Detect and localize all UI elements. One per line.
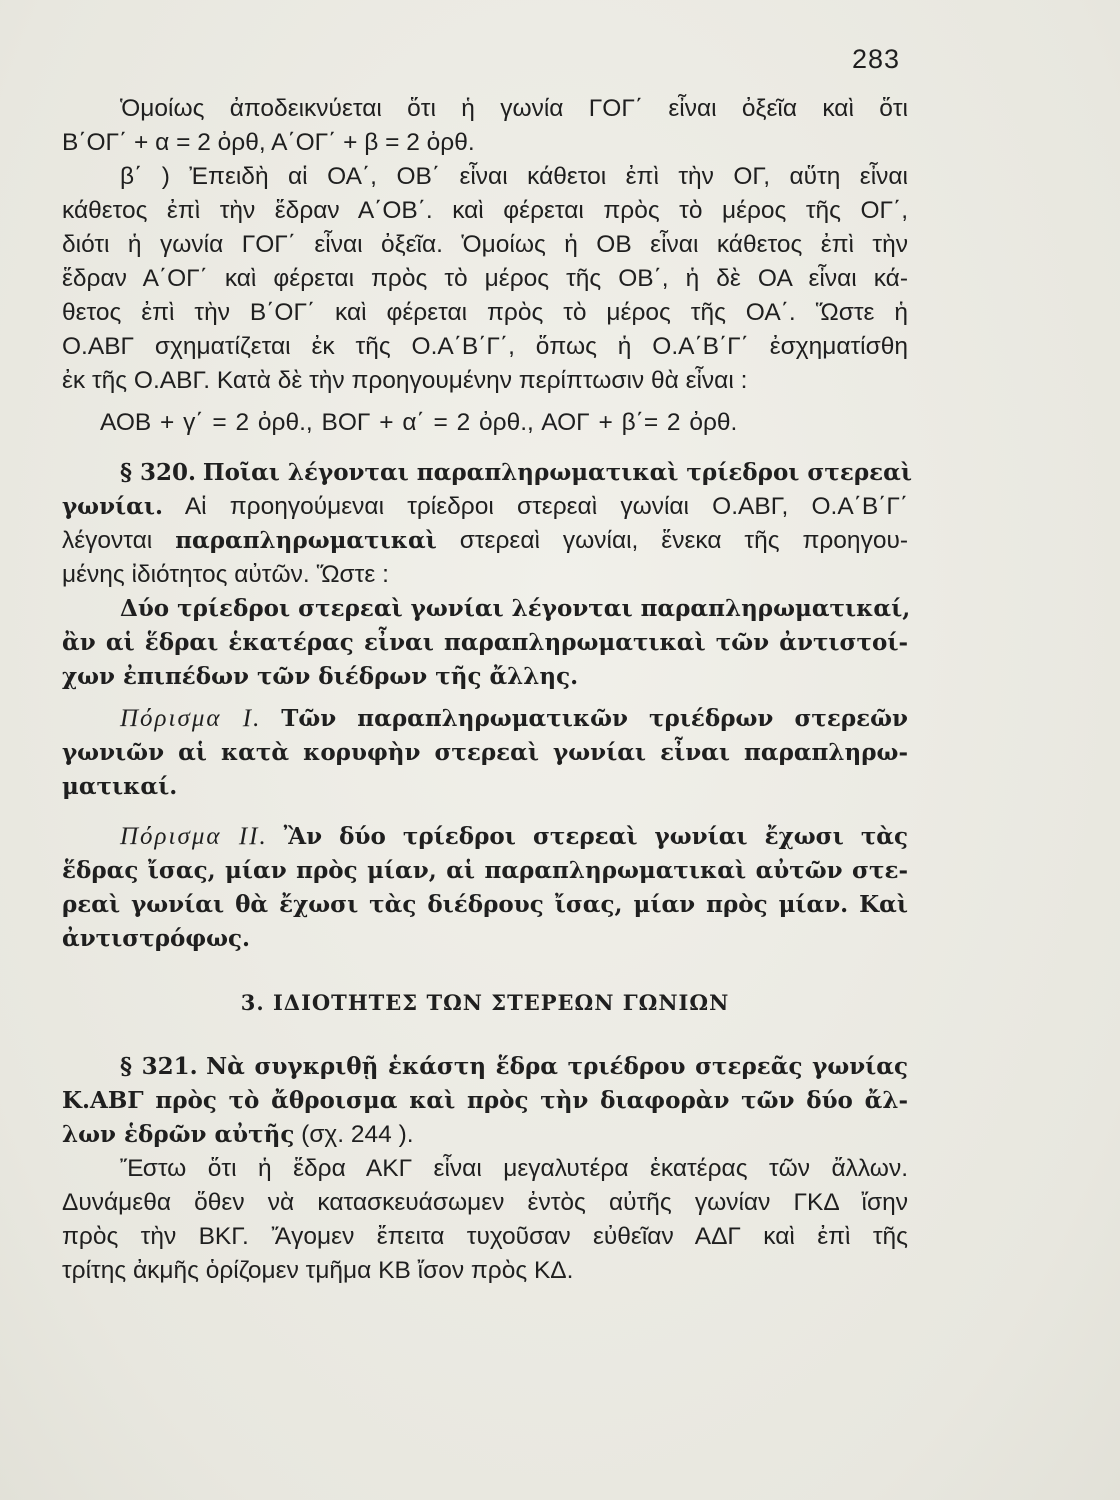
text-line: Δυνάμεθα ὅθεν νὰ κατασκευάσωμεν ἐντὸς αὐτῆς γωνίαν ΓΚΔ ἴσην: [62, 1189, 908, 1216]
corollary-line: ματικαί.: [62, 773, 178, 800]
text-span: λέγονται: [62, 527, 153, 554]
section-title-line: [62, 1118, 908, 1152]
text-span: Αἱ προηγούμεναι τρίεδροι στερεαὶ γωνίαι Ο.ΑΒΓ, Ο.Α΄Β΄Γ΄: [184, 493, 908, 520]
section-title-line: Κ.ΑΒΓ πρὸς τὸ ἄθροισμα καὶ πρὸς τὴν διαφορὰν τῶν δύο ἄλ-: [62, 1087, 908, 1114]
corollary-text: Τῶν παραπληρωματικῶν τριέδρων στερεῶν: [281, 705, 909, 732]
text-line: ἕδραν Α΄ΟΓ΄ καὶ φέρεται πρὸς τὸ μέρος τῆς ΟΒ΄, ἡ δὲ ΟΑ εἶναι κά-: [62, 265, 908, 292]
section-number: § 321.: [120, 1053, 198, 1080]
text-line: ἐκ τῆς Ο.ΑΒΓ. Κατὰ δὲ τὴν προηγουμένην περίπτωσιν θὰ εἶναι :: [62, 367, 748, 394]
corollary-text: Ἂν δύο τρίεδροι στερεαὶ γωνίαι ἔχωσι τὰς: [283, 823, 908, 850]
angle-formula: ΑΟΒ + γ΄ = 2 ὀρθ., ΒΟΓ + α΄ = 2 ὀρθ., ΑΟΓ + β΄= 2 ὀρθ.: [100, 409, 738, 436]
text-line: κάθετος ἐπὶ τὴν ἕδραν Α΄ΟΒ΄. καὶ φέρεται πρὸς τὸ μέρος τῆς ΟΓ΄,: [62, 197, 908, 224]
corollary-2: [62, 820, 908, 854]
text-line: Ο.ΑΒΓ σχηματίζεται ἐκ τῆς Ο.Α΄Β΄Γ΄, ὅπως ἡ Ο.Α΄Β΄Γ΄ ἐσχηματίσθη: [62, 333, 908, 360]
text-line: Ἔστω ὅτι ἡ ἕδρα ΑΚΓ εἶναι μεγαλυτέρα ἑκατέρας τῶν ἄλλων.: [120, 1155, 908, 1182]
page-number: 283: [851, 44, 900, 74]
corollary-label: Πόρισμα Ι.: [120, 705, 262, 732]
term-highlight: παραπληρωματικαὶ: [175, 527, 437, 554]
definition-line: ἂν αἱ ἕδραι ἑκατέρας εἶναι παραπληρωματικαὶ τῶν ἀντιστοί-: [62, 629, 908, 656]
section-number: § 320.: [120, 459, 197, 486]
text-line: θετος ἐπὶ τὴν Β΄ΟΓ΄ καὶ φέρεται πρὸς τὸ μέρος τῆς ΟΑ΄. Ὥστε ἡ: [62, 299, 908, 326]
text-line: μένης ἰδιότητος αὐτῶν. Ὥστε :: [62, 561, 389, 588]
text-line: διότι ἡ γωνία ΓΟΓ΄ εἶναι ὀξεῖα. Ὁμοίως ἡ ΟΒ εἶναι κάθετος ἐπὶ τὴν: [62, 231, 908, 258]
section-title: Ποῖαι λέγονται παραπληρωματικαὶ τρίεδροι στερεαὶ: [202, 459, 912, 486]
corollary-1: [62, 702, 908, 736]
text-line: πρὸς τὴν ΒΚΓ. Ἄγομεν ἔπειτα τυχοῦσαν εὐθεῖαν ΑΔΓ καὶ ἐπὶ τῆς: [62, 1223, 908, 1250]
definition-line: Δύο τρίεδροι στερεαὶ γωνίαι λέγονται παραπληρωματικαί,: [120, 595, 911, 622]
text-span: στερεαὶ γωνίαι, ἕνεκα τῆς προηγου-: [459, 527, 908, 554]
corollary-line: ρεαὶ γωνίαι θὰ ἔχωσι τὰς διέδρους ἴσας, μίαν πρὸς μίαν. Καὶ: [62, 891, 908, 918]
text-line: Ὁμοίως ἀποδεικνύεται ὅτι ἡ γωνία ΓΟΓ΄ εἶναι ὀξεῖα καὶ ὅτι: [120, 95, 908, 122]
text-line: [62, 524, 908, 558]
corollary-line: γωνιῶν αἱ κατὰ κορυφὴν στερεαὶ γωνίαι εἶναι παραπληρω-: [62, 739, 908, 766]
section-title: Νὰ συγκριθῇ ἑκάστη ἕδρα τριέδρου στερεᾶς γωνίας: [206, 1053, 909, 1080]
definition-line: χων ἐπιπέδων τῶν διέδρων τῆς ἄλλης.: [62, 663, 579, 690]
text-line: β΄ ) Ἐπειδὴ αἱ ΟΑ΄, ΟΒ΄ εἶναι κάθετοι ἐπὶ τὴν ΟΓ, αὕτη εἶναι: [120, 163, 908, 190]
section-320-heading: [62, 456, 912, 490]
text-line: τρίτης ἀκμῆς ὁρίζομεν τμῆμα ΚΒ ἴσον πρὸς ΚΔ.: [62, 1257, 574, 1284]
figure-reference: (σχ. 244 ).: [301, 1121, 414, 1148]
chapter-heading: 3. ΙΔΙΟΤΗΤΕΣ ΤΩΝ ΣΤΕΡΕΩΝ ΓΩΝΙΩΝ: [240, 990, 730, 1015]
text-line: [62, 490, 908, 524]
corollary-line: ἀντιστρόφως.: [62, 925, 251, 952]
angle-equation: Β΄ΟΓ΄ + α = 2 ὀρθ, Α΄ΟΓ΄ + β = 2 ὀρθ.: [62, 129, 475, 156]
corollary-label: Πόρισμα ΙΙ.: [120, 823, 268, 850]
corollary-line: ἕδρας ἴσας, μίαν πρὸς μίαν, αἱ παραπληρωματικαὶ αὐτῶν στε-: [62, 857, 908, 884]
section-title-end: γωνίαι.: [62, 493, 164, 520]
section-321-heading: [62, 1050, 908, 1084]
section-title-end: λων ἑδρῶν αὐτῆς: [62, 1121, 295, 1148]
page-body: [62, 92, 912, 1288]
